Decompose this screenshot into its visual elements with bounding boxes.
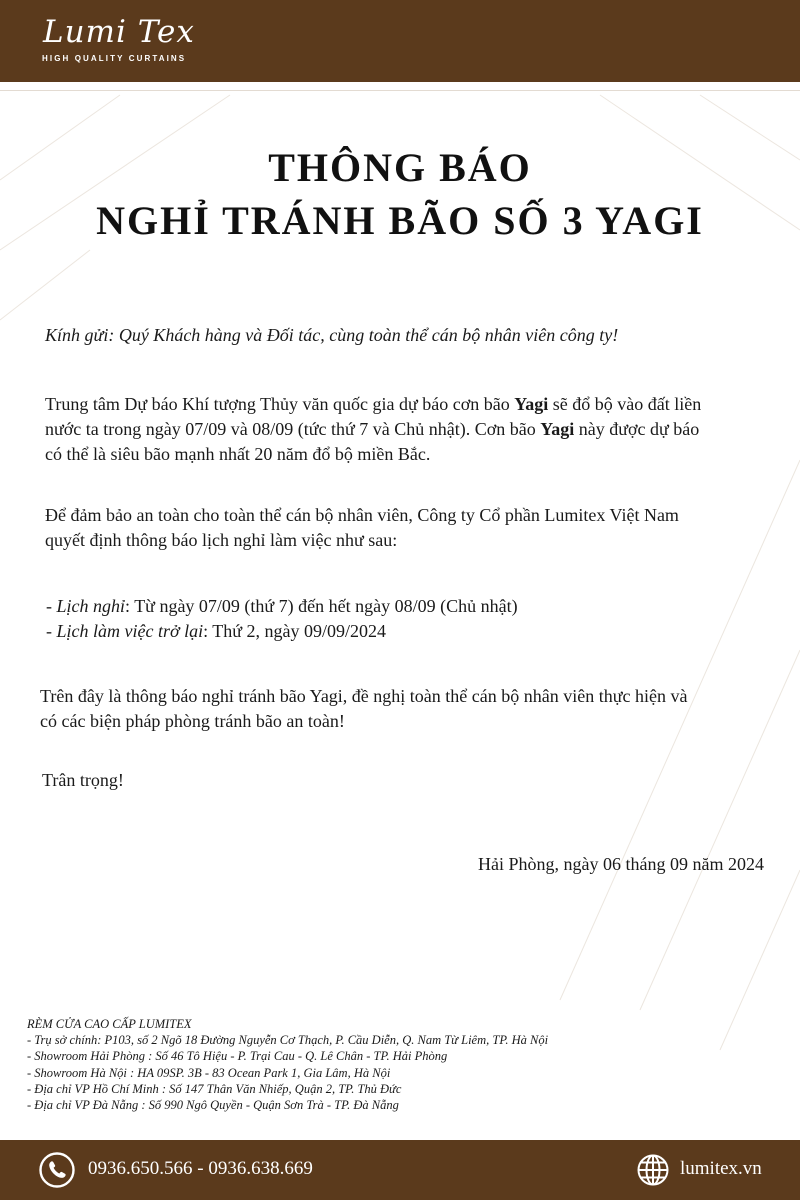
contact-bar: [0, 1140, 800, 1200]
forecast-paragraph: [45, 392, 785, 467]
forecast-line-2: nước ta trong ngày 07/09 và 08/09 (tức thứ 7 và Chủ nhật). Cơn bão Yagi này được dự báo: [45, 419, 700, 439]
decision-paragraph: Để đảm bảo an toàn cho toàn thể cán bộ nhân viên, Công ty Cổ phần Lumitex Việt Nam quyết định thông báo lịch nghỉ làm việc như sau:: [45, 505, 679, 550]
notice-title: THÔNG BÁO: [268, 145, 532, 190]
address-line: - Trụ sở chính: P103, số 2 Ngõ 18 Đường Nguyễn Cơ Thạch, P. Cầu Diễn, Q. Nam Từ Liêm, TP. Hà Nội: [27, 1033, 549, 1048]
storm-name: Yagi: [540, 419, 575, 439]
schedule-item-off: - Lịch nghỉ: Từ ngày 07/09 (thứ 7) đến hết ngày 08/09 (Chủ nhật): [46, 596, 518, 616]
brand-logo: Lumi Tex: [43, 14, 195, 50]
address-line: - Địa chỉ VP Hồ Chí Minh : Số 147 Thân Văn Nhiếp, Quận 2, TP. Thủ Đức: [27, 1081, 402, 1096]
storm-name: Yagi: [514, 394, 549, 414]
forecast-line-3: có thể là siêu bão mạnh nhất 20 năm đổ bộ miền Bắc.: [45, 444, 431, 464]
place-date-line: Hải Phòng, ngày 06 tháng 09 năm 2024: [478, 854, 764, 874]
company-name: RÈM CỬA CAO CẤP LUMITEX: [27, 1017, 192, 1031]
regards-line: Trân trọng!: [42, 770, 124, 790]
header-banner: [0, 0, 800, 82]
forecast-line-1: Trung tâm Dự báo Khí tượng Thủy văn quốc gia dự báo cơn bão Yagi sẽ đổ bộ vào đất liền: [45, 394, 702, 414]
company-addresses: [27, 1016, 548, 1113]
website-link[interactable]: lumitex.vn: [680, 1158, 762, 1179]
closing-paragraph: Trên đây là thông báo nghỉ tránh bão Yagi, đề nghị toàn thể cán bộ nhân viên thực hiện và có các biện pháp phòng tránh bão an toàn!: [40, 686, 688, 731]
schedule-item-return: - Lịch làm việc trở lại: Thứ 2, ngày 09/09/2024: [46, 621, 387, 641]
globe-icon: [636, 1153, 670, 1187]
schedule-off-label: Lịch nghỉ: [56, 596, 126, 616]
notice-subtitle: NGHỈ TRÁNH BÃO SỐ 3 YAGI: [96, 198, 704, 243]
address-line: - Showroom Hải Phòng : Số 46 Tô Hiệu - P. Trại Cau - Q. Lê Chân - TP. Hải Phòng: [27, 1049, 448, 1064]
phone-icon: [38, 1151, 76, 1189]
phone-numbers: 0936.650.566 - 0936.638.669: [88, 1158, 313, 1179]
address-line: - Địa chỉ VP Đà Nẵng : Số 990 Ngô Quyền - Quận Sơn Trà - TP. Đà Nẵng: [27, 1098, 399, 1113]
schedule-list: [46, 594, 518, 644]
address-line: - Showroom Hà Nội : HA 09SP. 3B - 83 Ocean Park 1, Gia Lâm, Hà Nội: [27, 1065, 391, 1080]
greeting-line: Kính gửi: Quý Khách hàng và Đối tác, cùng toàn thể cán bộ nhân viên công ty!: [45, 325, 619, 345]
header-divider: [0, 90, 800, 91]
schedule-return-label: Lịch làm việc trở lại: [56, 621, 204, 641]
brand-tagline: HIGH QUALITY CURTAINS: [42, 54, 187, 63]
